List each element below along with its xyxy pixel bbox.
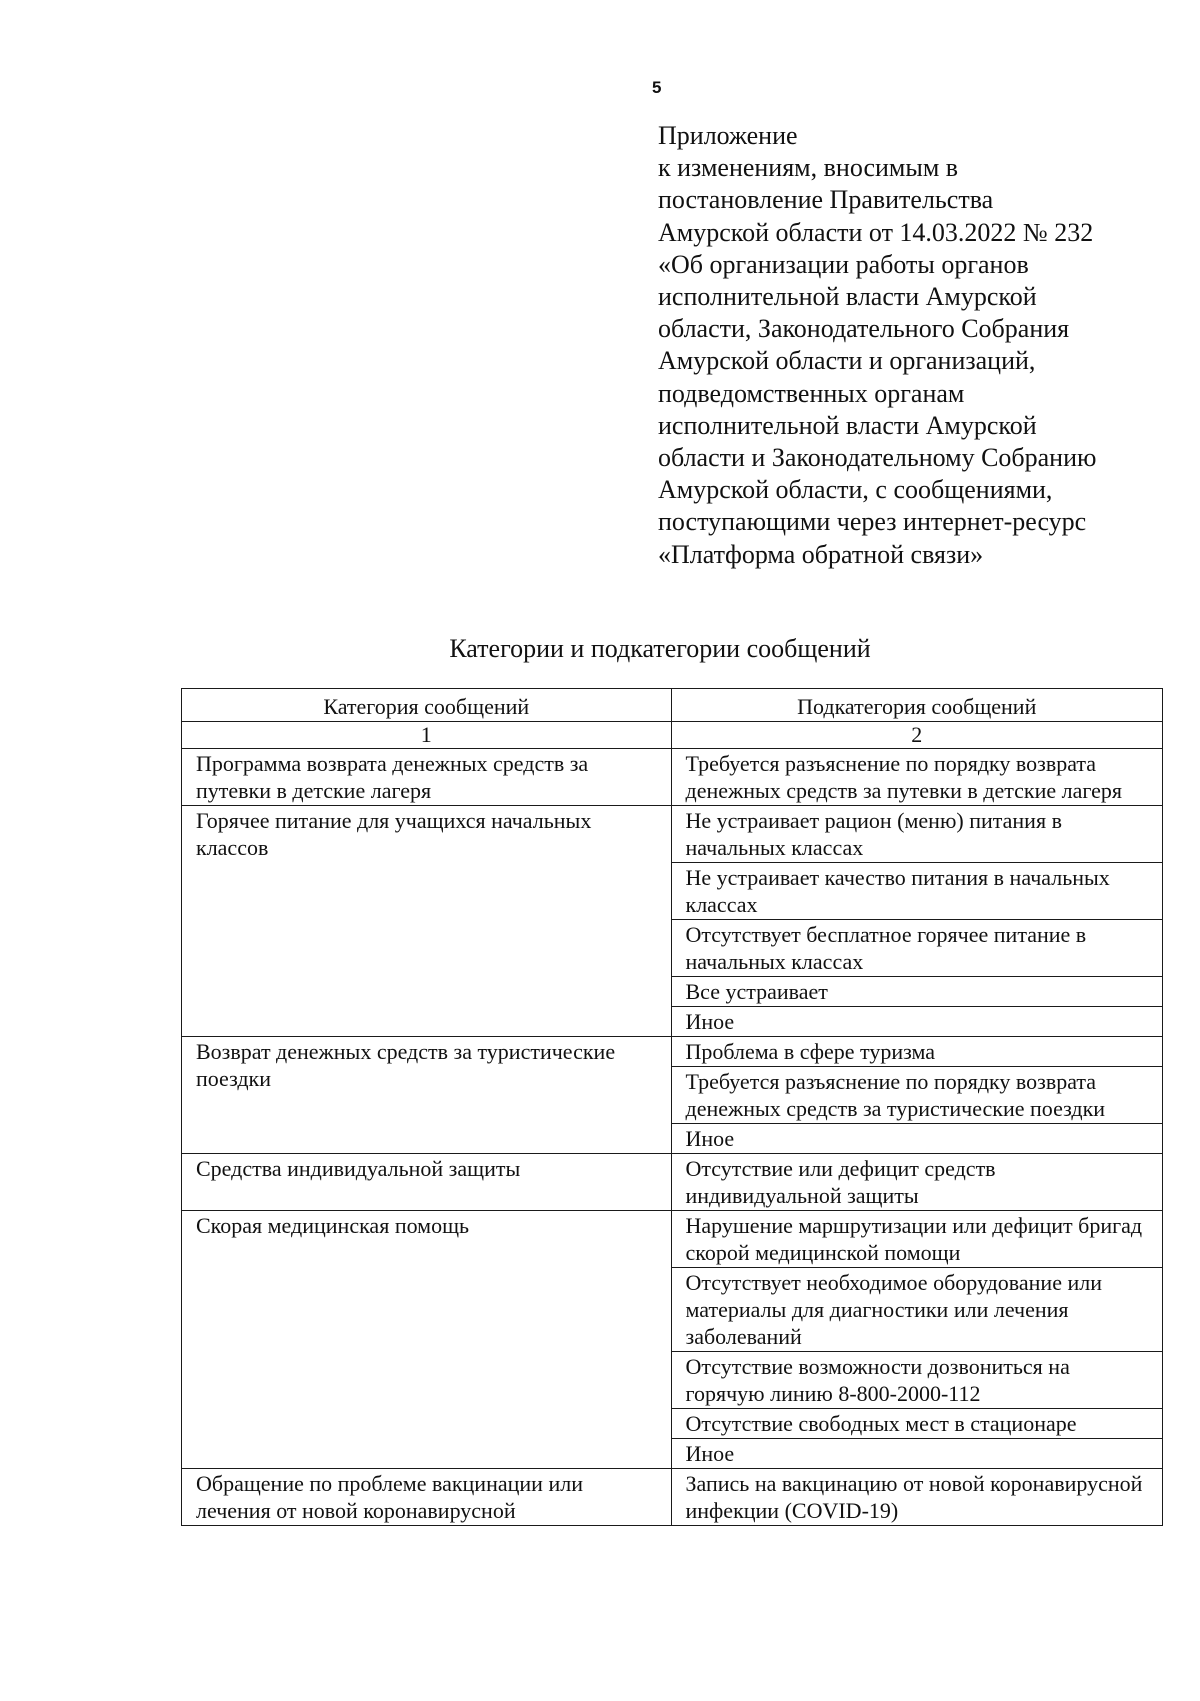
subcategory-cell: Иное: [671, 1007, 1163, 1037]
subcategory-cell: Отсутствие или дефицит средств индивидуальной защиты: [671, 1154, 1163, 1211]
document-title: Категории и подкатегории сообщений: [449, 634, 871, 663]
table-row: [182, 1154, 1163, 1211]
appendix-line: «Платформа обратной связи»: [658, 539, 984, 569]
header-category: Категория сообщений: [182, 689, 672, 722]
subcategory-cell: Все устраивает: [671, 977, 1163, 1007]
table-row: [182, 749, 1163, 806]
category-cell: Скорая медицинская помощь: [182, 1211, 672, 1469]
page-number: 5: [652, 78, 662, 97]
subcategory-cell: Отсутствие возможности дозвониться на горячую линию 8-800-2000-112: [671, 1352, 1163, 1409]
subcategory-cell: Отсутствует необходимое оборудование или материалы для диагностики или лечения заболеваний: [671, 1268, 1163, 1352]
appendix-line: Приложение: [658, 121, 798, 150]
appendix-line: Амурской области, с сообщениями,: [658, 475, 1053, 505]
table-row: [182, 1037, 1163, 1067]
appendix-line: исполнительной власти Амурской: [658, 282, 1037, 312]
categories-table: [181, 688, 1163, 1526]
appendix-line: исполнительной власти Амурской: [658, 410, 1037, 440]
table-row: [182, 1469, 1163, 1526]
table-body: [182, 749, 1163, 1526]
subcategory-cell: Запись на вакцинацию от новой коронавирусной инфекции (COVID-19): [671, 1469, 1163, 1526]
category-cell: Обращение по проблеме вакцинации или лечения от новой коронавирусной: [182, 1469, 672, 1526]
appendix-line: к изменениям, вносимым в: [658, 153, 959, 183]
subcategory-cell: Нарушение маршрутизации или дефицит бригад скорой медицинской помощи: [671, 1211, 1163, 1268]
appendix-line: области, Законодательного Собрания: [658, 314, 1070, 344]
subcategory-cell: Иное: [671, 1124, 1163, 1154]
table-row: [182, 806, 1163, 863]
category-cell: Средства индивидуальной защиты: [182, 1154, 672, 1211]
column-number-row: [182, 722, 1163, 749]
subcategory-cell: Иное: [671, 1439, 1163, 1469]
subcategory-cell: Отсутствует бесплатное горячее питание в начальных классах: [671, 920, 1163, 977]
appendix-block: [658, 120, 1178, 571]
subcategory-cell: Не устраивает качество питания в начальных классах: [671, 863, 1163, 920]
appendix-line: Амурской области и организаций,: [658, 346, 1036, 376]
appendix-line: постановление Правительства: [658, 185, 994, 215]
appendix-line: поступающими через интернет-ресурс: [658, 507, 1087, 537]
subcategory-cell: Отсутствие свободных мест в стационаре: [671, 1409, 1163, 1439]
appendix-line: подведомственных органам: [658, 378, 965, 408]
header-subcategory: Подкатегория сообщений: [671, 689, 1163, 722]
subcategory-cell: Требуется разъяснение по порядку возврата денежных средств за туристические поездки: [671, 1067, 1163, 1124]
appendix-line: «Об организации работы органов: [658, 249, 1029, 279]
column-number-2: 2: [671, 722, 1163, 749]
subcategory-cell: Проблема в сфере туризма: [671, 1037, 1163, 1067]
table-header-row: [182, 689, 1163, 722]
category-cell: Горячее питание для учащихся начальных классов: [182, 806, 672, 1037]
appendix-line: области и Законодательному Собранию: [658, 443, 1097, 473]
category-cell: Программа возврата денежных средств за путевки в детские лагеря: [182, 749, 672, 806]
category-cell: Возврат денежных средств за туристические поездки: [182, 1037, 672, 1154]
appendix-line: Амурской области от 14.03.2022 № 232: [658, 217, 1094, 247]
column-number-1: 1: [182, 722, 672, 749]
table-row: [182, 1211, 1163, 1268]
subcategory-cell: Требуется разъяснение по порядку возврата денежных средств за путевки в детские лагеря: [671, 749, 1163, 806]
subcategory-cell: Не устраивает рацион (меню) питания в начальных классах: [671, 806, 1163, 863]
